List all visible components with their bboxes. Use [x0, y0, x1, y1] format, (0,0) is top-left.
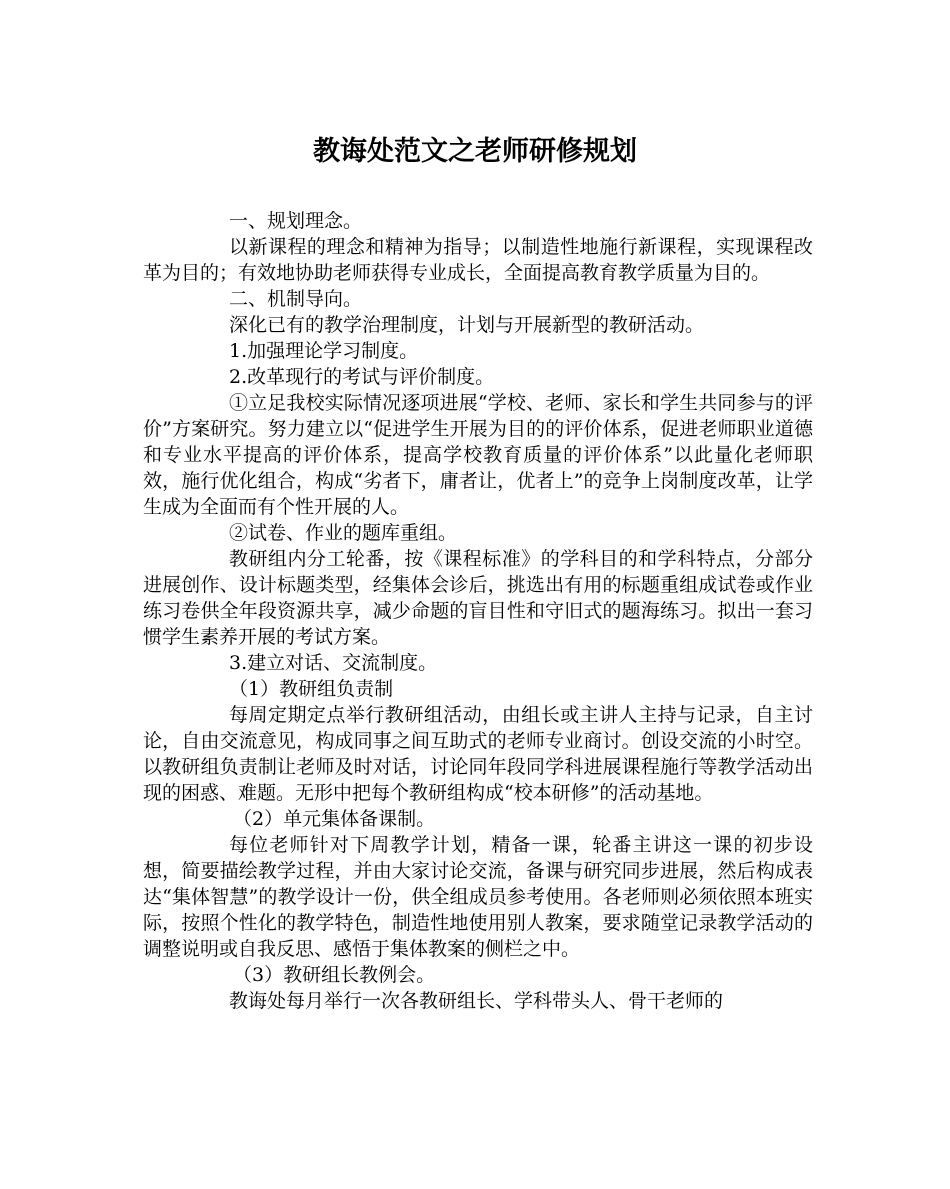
paragraph: 深化已有的教学治理制度，计划与开展新型的教研活动。: [229, 314, 705, 336]
document-title: 教诲处范文之老师研修规划: [313, 136, 637, 167]
paragraph: 每周定期定点举行教研组活动，由组长或主讲人主持与记录，自主讨论，自由交流意见，构成同事之间互助式的老师专业商讨。创设交流的小时空。以教研组负责制让老师及时对话，讨论同年段同学科进展课程施行等教学活动出现的困惑、难题。无形中把每个教研组构成“校本研修”的活动基地。: [143, 704, 813, 804]
sub-item: ②试卷、作业的题库重组。: [229, 522, 458, 544]
paragraph: 以新课程的理念和精神为指导；以制造性地施行新课程，实现课程改革为目的；有效地协助老师获得专业成长，全面提高教育教学质量为目的。: [143, 236, 813, 284]
list-item: 1.加强理论学习制度。: [229, 340, 419, 362]
paragraph: 教研组内分工轮番，按《课程标准》的学科目的和学科特点，分部分进展创作、设计标题类型，经集体会诊后，挑选出有用的标题重组成试卷或作业练习卷供全年段资源共享，减少命题的盲目性和守旧式的题海练习。拟出一套习惯学生素养开展的考试方案。: [143, 548, 813, 648]
sub-item: （1）教研组负责制: [229, 678, 394, 700]
paragraph: 教诲处每月举行一次各教研组长、学科带头人、骨干老师的: [229, 990, 724, 1012]
section-heading-2: 二、机制导向。: [229, 288, 363, 310]
paragraph: ①立足我校实际情况逐项进展“学校、老师、家长和学生共同参与的评价”方案研究。努力建立以“促进学生开展为目的的评价体系，促进老师职业道德和专业水平提高的评价体系，提高学校教育质量的评价体系”以此量化老师职效，施行优化组合，构成“劣者下，庸者让，优者上”的竞争上岗制度改革，让学生成为全面而有个性开展的人。: [143, 392, 813, 518]
paragraph: 每位老师针对下周教学计划，精备一课，轮番主讲这一课的初步设想，简要描绘教学过程，并由大家讨论交流，备课与研究同步进展，然后构成表达“集体智慧”的教学设计一份，供全组成员参考使用。各老师则必须依照本班实际，按照个性化的教学特色，制造性地使用别人教案，要求随堂记录教学活动的调整说明或自我反思、感悟于集体教案的侧栏之中。: [143, 834, 813, 960]
sub-item: （3）教研组长教例会。: [233, 964, 436, 986]
list-item: 2.改革现行的考试与评价制度。: [229, 366, 495, 388]
section-heading-1: 一、规划理念。: [229, 210, 363, 232]
sub-item: （2）单元集体备课制。: [233, 808, 436, 830]
list-item: 3.建立对话、交流制度。: [229, 652, 438, 674]
document-body: [143, 208, 813, 1014]
